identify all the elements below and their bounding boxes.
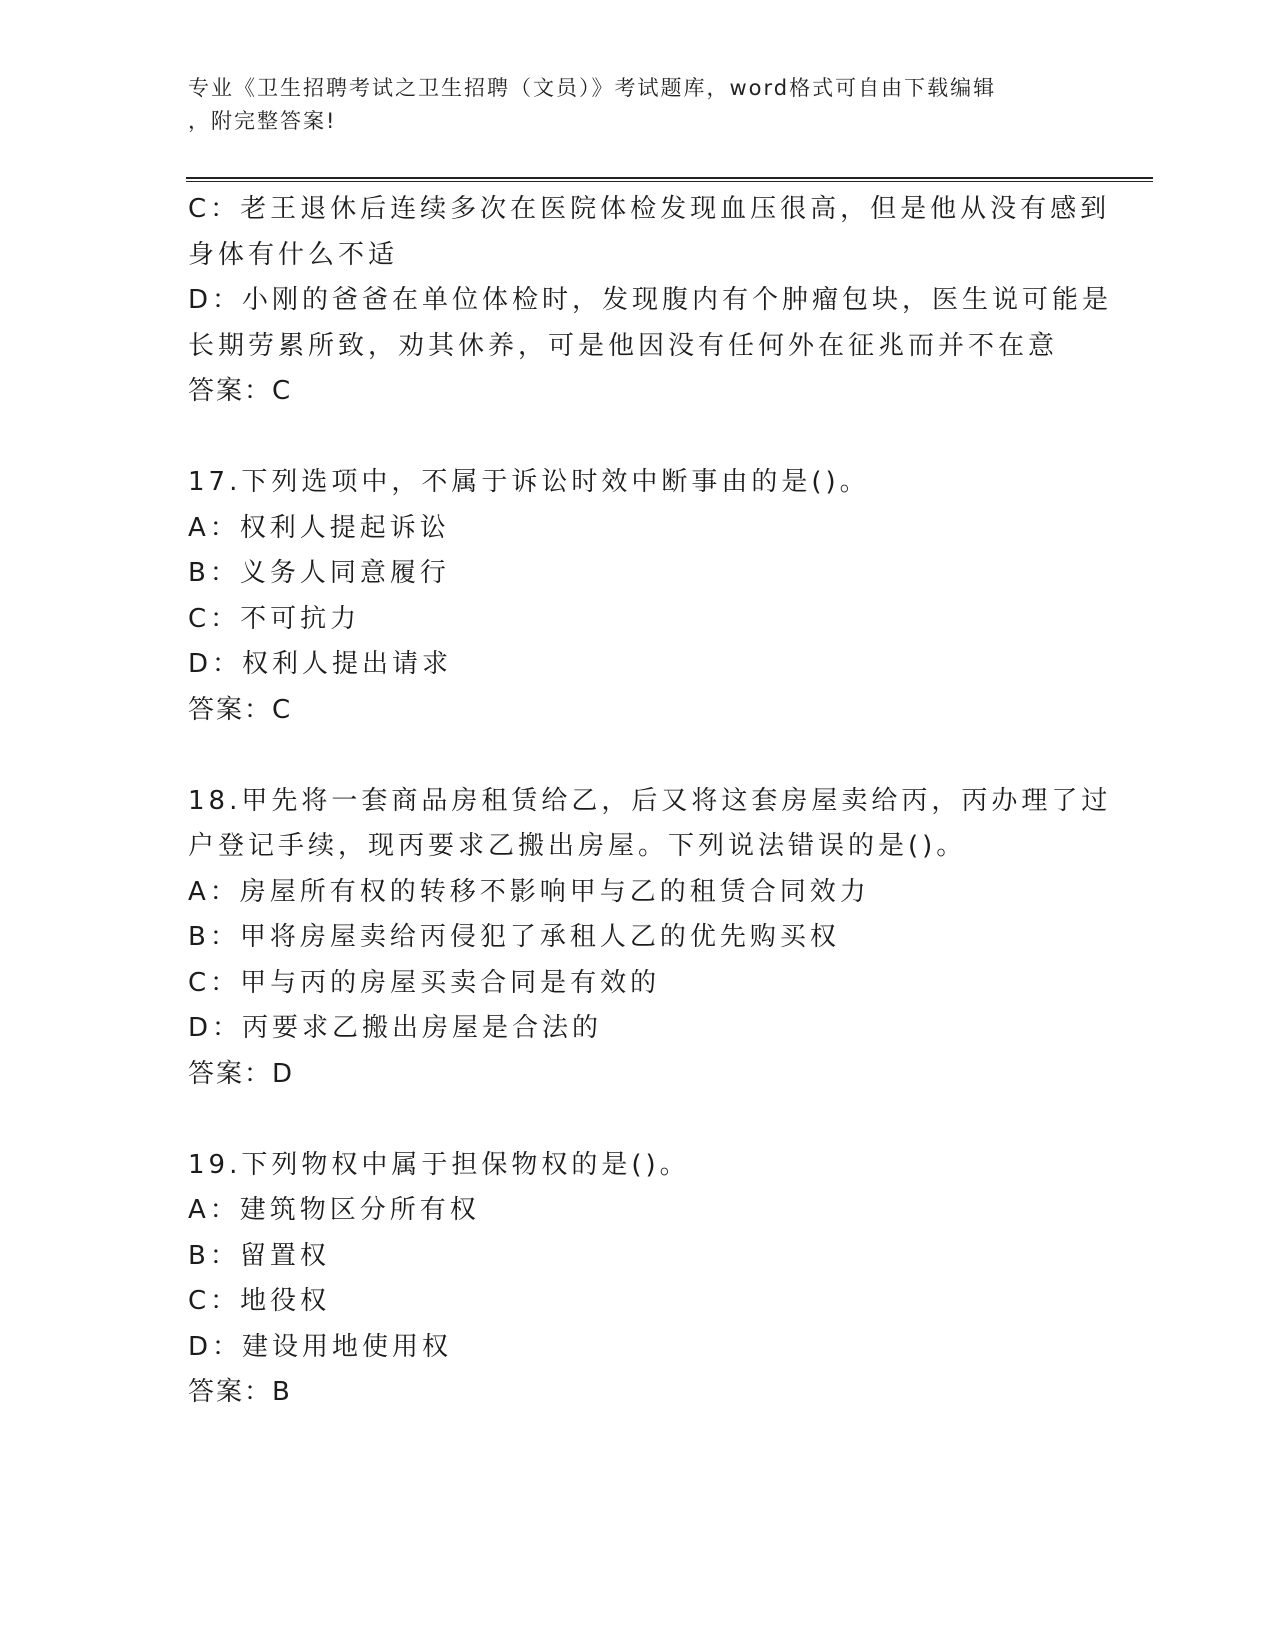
answer-line: 答案：C xyxy=(188,694,293,725)
option-c: C：地役权 xyxy=(188,1286,331,1316)
header-line-1: 专业《卫生招聘考试之卫生招聘（文员）》考试题库，word格式可自由下载编辑 xyxy=(188,76,997,100)
answer-line: 答案：C xyxy=(188,376,293,406)
option-line: 身体有什么不适 xyxy=(188,239,399,270)
page-header xyxy=(188,72,1068,138)
option-c: C：甲与丙的房屋买卖合同是有效的 xyxy=(188,967,661,998)
spacer xyxy=(188,1097,1088,1143)
question-stem: 17.下列选项中，不属于诉讼时效中断事由的是()。 xyxy=(188,467,870,497)
spacer xyxy=(188,733,1088,779)
header-line-2: ，附完整答案! xyxy=(188,109,337,133)
question-block-17 xyxy=(188,460,1088,733)
option-b: B：义务人同意履行 xyxy=(188,558,450,588)
answer-line: 答案：D xyxy=(188,1058,295,1089)
spacer xyxy=(188,415,1088,461)
header-divider-thick xyxy=(186,177,1153,179)
header-divider-thin xyxy=(186,181,1153,182)
option-line: C：老王退休后连续多次在医院体检发现血压很高，但是他从没有感到 xyxy=(188,194,1111,224)
option-b: B：留置权 xyxy=(188,1240,330,1271)
option-d: D：建设用地使用权 xyxy=(188,1331,453,1362)
option-c: C：不可抗力 xyxy=(188,603,361,634)
option-b: B：甲将房屋卖给丙侵犯了承租人乙的优先购买权 xyxy=(188,922,840,952)
option-line: 长期劳累所致，劝其休养，可是他因没有任何外在征兆而并不在意 xyxy=(188,330,1059,361)
option-d: D：丙要求乙搬出房屋是合法的 xyxy=(188,1013,603,1043)
question-stem: 19.下列物权中属于担保物权的是()。 xyxy=(188,1149,690,1180)
question-stem: 户登记手续，现丙要求乙搬出房屋。下列说法错误的是()。 xyxy=(188,831,967,861)
option-a: A：房屋所有权的转移不影响甲与乙的租赁合同效力 xyxy=(188,876,870,907)
question-stem: 18.甲先将一套商品房租赁给乙，后又将这套房屋卖给丙，丙办理了过 xyxy=(188,785,1112,816)
option-d: D：权利人提出请求 xyxy=(188,649,453,679)
option-a: A：权利人提起诉讼 xyxy=(188,512,450,543)
question-content xyxy=(188,187,1113,1416)
option-a: A：建筑物区分所有权 xyxy=(188,1195,480,1225)
question-block-18 xyxy=(188,779,1112,1098)
option-line: D：小刚的爸爸在单位体检时，发现腹内有个肿瘤包块，医生说可能是 xyxy=(188,285,1113,315)
question-block-16-tail xyxy=(188,187,1113,415)
answer-line: 答案：B xyxy=(188,1377,292,1407)
question-block-19 xyxy=(188,1143,1088,1416)
